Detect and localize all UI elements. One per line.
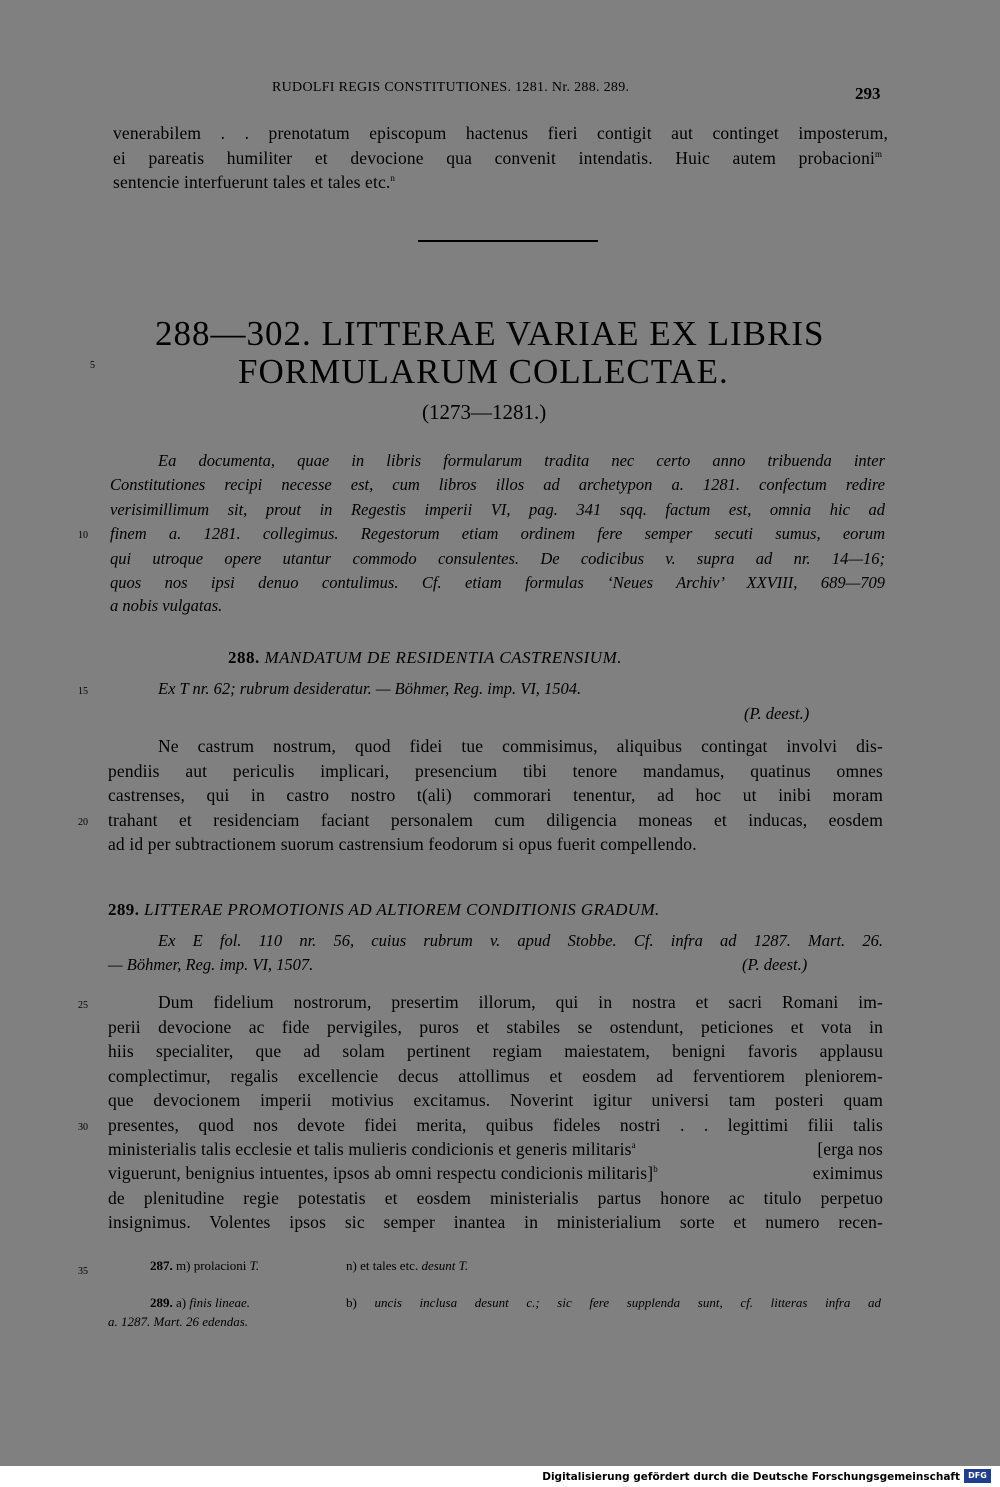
footnote-mark: m): [176, 1258, 191, 1273]
doc289-text-line: Dum fidelium nostrorum, presertim illorum, qui in nostra et sacri Romani im-: [158, 992, 883, 1012]
line-number: 15: [78, 686, 88, 697]
doc289-text-line: [108, 1163, 883, 1184]
doc288-text-line: castrenses, qui in castro nostro t(ali) commorari tenentur, ad hoc ut inibi moram: [108, 785, 883, 805]
footnote-text: desunt T.: [421, 1258, 469, 1273]
footnote-mark: b): [346, 1295, 357, 1310]
line-number: 30: [78, 1122, 88, 1133]
doc289-number: 289.: [108, 900, 140, 919]
section-intro-line: Constitutiones recipi necesse est, cum libros illos ad archetypon a. 1281. confectum redire: [110, 475, 885, 494]
doc289-text-segment: eximimus: [812, 1163, 883, 1183]
footnote-number: 287.: [150, 1258, 173, 1273]
doc288-status: (P. deest.): [744, 704, 810, 723]
doc289-text-line: hiis specialiter, que ad solam pertinent regiam maiestatem, benigni favoris applausu: [108, 1041, 883, 1061]
doc288-text-line: ad id per subtractionem suorum castrensium feodorum si opus fuerit compellendo.: [108, 834, 697, 854]
doc288-text-line: pendiis aut periculis implicari, presencium tibi tenore mandamus, quatinus omnes: [108, 761, 883, 781]
intro-line: [113, 172, 395, 193]
doc289-text-segment: [erga nos: [817, 1139, 883, 1159]
page-number: 293: [855, 84, 881, 103]
doc289-heading: [108, 900, 660, 920]
footnote-mark-a: a: [631, 1140, 636, 1151]
footnote-text: T.: [249, 1258, 260, 1273]
footnote-mark-m: m: [875, 149, 883, 160]
doc289-text-line: presentes, quod nos devote fidei merita, quibus fideles nostri . . legittimi filii talis: [108, 1115, 883, 1135]
footnote-289-b: [346, 1295, 881, 1311]
doc288-title: MANDATUM DE RESIDENTIA CASTRENSIUM.: [264, 648, 622, 667]
section-separator: [418, 240, 598, 242]
footnote-287-n: [346, 1258, 468, 1274]
doc289-status: (P. deest.): [742, 955, 808, 974]
footnote-mark: n): [346, 1258, 357, 1273]
footnote-text: finis lineae.: [189, 1295, 251, 1310]
doc289-text-line: [108, 1139, 883, 1160]
doc289-source: — Böhmer, Reg. imp. VI, 1507.: [108, 955, 314, 974]
line-number: 5: [90, 360, 95, 371]
doc289-text-line: de plenitudine regie potestatis et eosdem ministerialis partus honore ac titulo perpetuo: [108, 1188, 883, 1208]
section-intro-line: finem a. 1281. collegimus. Regestorum etiam ordinem fere semper secuti sumus, eorum: [110, 524, 885, 543]
intro-line: venerabilem . . prenotatum episcopum hactenus fieri contigit aut continget imposterum,: [113, 123, 888, 143]
footnote-text: et tales etc.: [360, 1258, 419, 1273]
footnote-mark-b: b: [653, 1164, 658, 1175]
doc288-heading: [228, 648, 622, 668]
section-intro-line: quos nos ipsi denuo contulimus. Cf. etiam formulas ‘Neues Archiv’ XXVIII, 689—709: [110, 573, 885, 592]
footnote-289: [150, 1295, 250, 1311]
doc288-text-line: trahant et residenciam faciant personalem cum diligencia moneas et inducas, eosdem: [108, 810, 883, 830]
section-title-line2: FORMULARUM COLLECTAE.: [238, 352, 729, 391]
doc289-text-line: que devocionem imperii motivius excitamus. Noverint igitur universi tam posteri quam: [108, 1090, 883, 1110]
doc289-text-line: complectimur, regalis excellencie decus attollimus et eosdem ad ferventiorem pleniorem-: [108, 1066, 883, 1086]
doc288-text-line: Ne castrum nostrum, quod fidei tue commisimus, aliquibus contingat involvi dis-: [158, 736, 883, 756]
footnote-text: prolacioni: [193, 1258, 247, 1273]
footnote-mark: a): [176, 1295, 187, 1310]
footnote-287: [150, 1258, 259, 1274]
doc289-text-segment: viguerunt, benignius intuentes, ipsos ab omni respectu condicionis militaris]: [108, 1163, 654, 1183]
footnote-289-cont: a. 1287. Mart. 26 edendas.: [108, 1314, 249, 1329]
line-number: 10: [78, 530, 88, 541]
doc289-title: LITTERAE PROMOTIONIS AD ALTIOREM CONDITIONIS GRADUM.: [144, 900, 660, 919]
line-number: 20: [78, 817, 88, 828]
line-number: 35: [78, 1266, 88, 1277]
intro-line: [113, 148, 888, 169]
footnote-number: 289.: [150, 1295, 173, 1310]
running-title: RUDOLFI REGIS CONSTITUTIONES. 1281. Nr. 288. 289.: [272, 80, 630, 95]
intro-line-text: sentencie interfuerunt tales et tales etc.: [113, 172, 391, 192]
section-intro-line: a nobis vulgatas.: [110, 596, 223, 615]
doc288-number: 288.: [228, 648, 260, 667]
footer-credit: Digitalisierung gefördert durch die Deutsche Forschungsgemeinschaft: [542, 1471, 960, 1483]
section-intro-line: Ea documenta, quae in libris formularum tradita nec certo anno tribuenda inter: [158, 451, 885, 470]
section-title-line1: 288—302. LITTERAE VARIAE EX LIBRIS: [155, 314, 825, 353]
section-intro-line: verisimillimum sit, prout in Regestis imperii VI, pag. 341 sqq. factum est, omnia hic ad: [110, 500, 885, 519]
doc289-source: Ex E fol. 110 nr. 56, cuius rubrum v. apud Stobbe. Cf. infra ad 1287. Mart. 26.: [158, 931, 883, 950]
dfg-logo: DFG: [964, 1469, 991, 1483]
doc289-text-line: insignimus. Volentes ipsos sic semper inantea in ministerialium sorte et numero recen-: [108, 1212, 883, 1232]
section-date-range: (1273—1281.): [422, 400, 547, 424]
footnote-mark-n: n: [390, 173, 396, 184]
line-number: 25: [78, 1000, 88, 1011]
doc289-text-line: perii devocione ac fide pervigiles, puros et stabiles se ostendunt, peticiones et vota in: [108, 1017, 883, 1037]
footnote-text: uncis inclusa desunt c.; sic fere supplenda sunt, cf. litteras infra ad: [374, 1295, 881, 1310]
intro-line-text: ei pareatis humiliter et devocione qua convenit intendatis. Huic autem probacioni: [113, 148, 875, 168]
doc288-source: Ex T nr. 62; rubrum desideratur. — Böhmer, Reg. imp. VI, 1504.: [158, 679, 582, 698]
doc289-text-segment: ministerialis talis ecclesie et talis mulieris condicionis et generis militaris: [108, 1139, 632, 1159]
section-intro-line: qui utroque opere utantur commodo consulentes. De codicibus v. supra ad nr. 14—16;: [110, 549, 885, 568]
